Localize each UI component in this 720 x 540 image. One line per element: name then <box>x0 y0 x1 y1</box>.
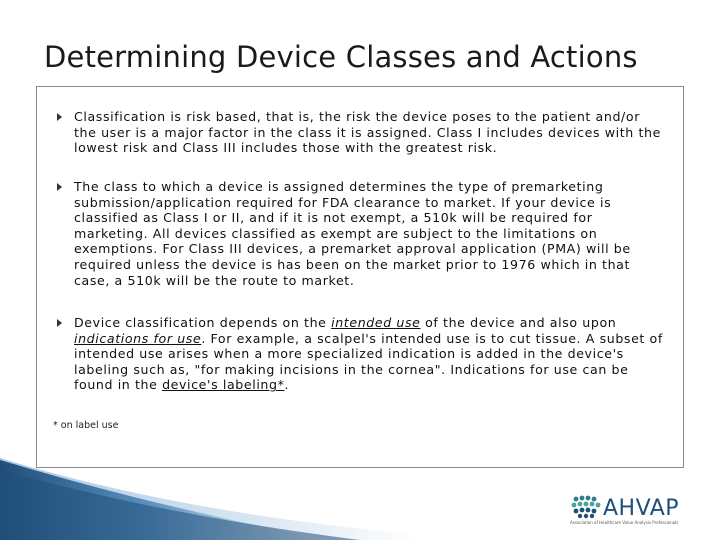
slide-title: Determining Device Classes and Actions <box>44 40 638 74</box>
content-box <box>36 86 684 468</box>
indications-for-use-link[interactable]: indications for use <box>74 330 202 346</box>
logo-name: AHVAP <box>603 496 680 521</box>
bullet-item-1 <box>57 109 667 156</box>
bullet-arrow-icon <box>57 113 62 121</box>
logo-tagline: Association of Healthcare Value Analysis Professionals <box>570 520 679 525</box>
footnote: * on label use <box>53 420 119 431</box>
bullet-text-3-part3: . For example, a scalpel's intended use is to cut tissue. A subset of intended use arises when a more specialized indication is added in the device's labeling such as, "for making incisions in the cornea". Indications for use can be found in the <box>74 330 663 393</box>
intended-use-link[interactable]: intended use <box>331 315 421 330</box>
bullet-text-3-part2: of the device and also upon <box>420 315 617 330</box>
bullet-text-3-part4: . <box>284 377 290 393</box>
logo-dots-icon <box>570 494 604 520</box>
device-labeling-link[interactable]: device's labeling* <box>162 377 285 393</box>
bullet-arrow-icon <box>57 183 62 191</box>
bullet-text-2: The class to which a device is assigned determines the type of premarketing submission/application required for FDA clearance to market. If your device is classified as Class I or II, and if it is not exempt, a 510k will be required for marketing. All devices classified as exempt are subject to the limitations on exemptions. For Class III devices, a premarket approval application (PMA) will be required unless the device is has been on the market prior to 1976 which in that case, a 510k will be the route to market. <box>74 179 631 288</box>
bullet-arrow-icon <box>57 319 62 327</box>
bullet-item-2 <box>57 179 667 288</box>
bullet-text-3 <box>74 315 667 393</box>
bullet-text-3-part1: Device classification depends on the <box>74 315 332 330</box>
ahvap-logo <box>570 494 690 534</box>
bullet-item-3 <box>57 315 667 393</box>
bullet-text-1: Classification is risk based, that is, the risk the device poses to the patient and/or the user is a major factor in the class it is assigned. Class I includes devices with the lowest risk and Class III includes those with the greatest risk. <box>74 109 661 156</box>
